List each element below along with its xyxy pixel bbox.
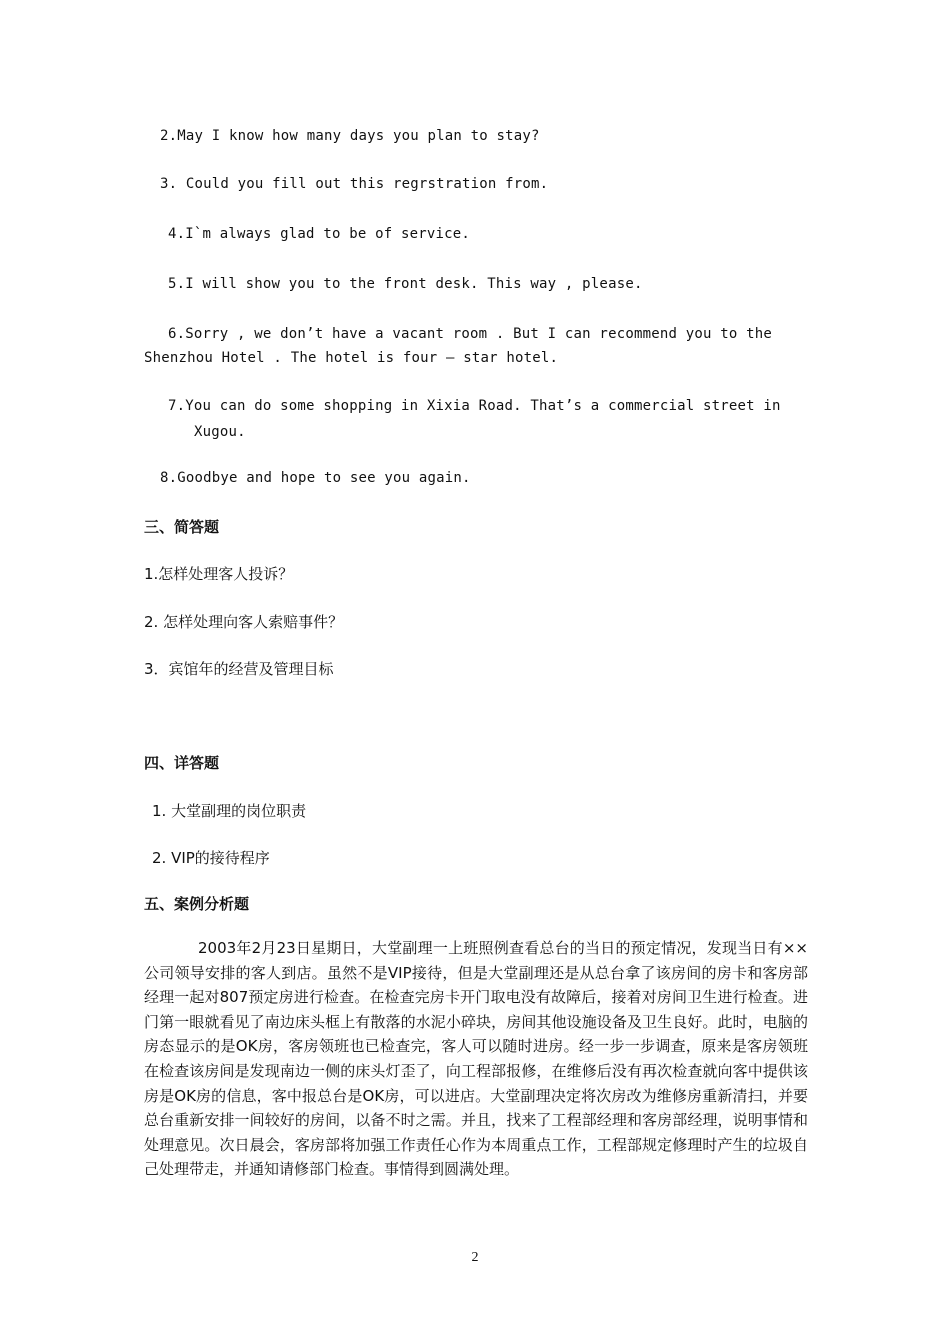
section4-title: 四、详答题 (144, 754, 220, 772)
sentence-8: 8.Goodbye and hope to see you again. (160, 470, 471, 486)
sentence-3: 3. Could you fill out this regrstration from. (160, 176, 549, 192)
sentence-2: 2.May I know how many days you plan to stay? (160, 128, 540, 144)
section4-item-1: 1. 大堂副理的岗位职责 (152, 802, 307, 820)
case-paragraph: 2003年2月23日星期日，大堂副理一上班照例查看总台的当日的预定情况，发现当日有××公司领导安排的客人到店。虽然不是VIP接待，但是大堂副理还是从总台拿了该房间的房卡和客房部经理一起对807预定房进行检查。在检查完房卡开门取电没有故障后，接着对房间卫生进行检查。进门第一眼就看见了南边床头框上有散落的水泥小碎块，房间其他设施设备及卫生良好。此时，电脑的房态显示的是OK房，客房领班也已检查完，客人可以随时进房。经一步一步调查，原来是客房领班在检查该房间是发现南边一侧的床头灯歪了，向工程部报修，在维修后没有再次检查就向客中提供该房是OK房的信息，客中报总台是OK房，可以进店。大堂副理决定将次房改为维修房重新清扫，并要总台重新安排一间较好的房间，以备不时之需。并且，找来了工程部经理和客房部经理，说明事情和处理意见。次日晨会，客房部将加强工作责任心作为本周重点工作，工程部规定修理时产生的垃圾自己处理带走，并通知请修部门检查。事情得到圆满处理。 (144, 939, 808, 1179)
sentence-6-line2: Shenzhou Hotel . The hotel is four – star hotel. (144, 350, 559, 366)
section3-item-2: 2. 怎样处理向客人索赔事件？ (144, 613, 344, 631)
section4-item-2: 2. VIP的接待程序 (152, 849, 270, 867)
section5-title: 五、案例分析题 (144, 895, 250, 913)
section3-item-3: 3．宾馆年的经营及管理目标 (144, 660, 334, 678)
section3-item-1: 1.怎样处理客人投诉？ (144, 565, 294, 583)
sentence-7-line2: Xugou. (194, 424, 246, 440)
page-number: 2 (471, 1250, 479, 1265)
sentence-7-line1: 7.You can do some shopping in Xixia Road. That’s a commercial street in (168, 398, 781, 414)
sentence-4: 4.I`m always glad to be of service. (168, 226, 471, 242)
section3-title: 三、简答题 (144, 518, 220, 536)
sentence-5: 5.I will show you to the front desk. This way , please. (168, 276, 643, 292)
sentence-6-line1: 6.Sorry , we don’t have a vacant room . But I can recommend you to the (168, 326, 773, 342)
